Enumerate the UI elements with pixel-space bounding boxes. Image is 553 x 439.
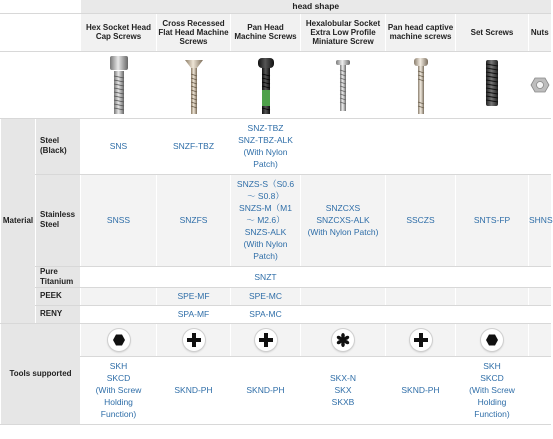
cell-stainless-hex-socket — [81, 174, 157, 266]
tool-codes-nuts — [529, 356, 551, 424]
row-label-peek: PEEK — [36, 287, 81, 305]
tool-codes-cross-flat: SKND-PH — [157, 356, 231, 424]
row-label-reny: RENY — [36, 305, 81, 323]
tool-cell — [231, 323, 301, 356]
tool-cell — [301, 323, 386, 356]
row-label-pure-titanium: Pure Titanium — [36, 266, 81, 287]
cell-titanium-hexalobular — [301, 266, 386, 287]
corner-blank — [1, 0, 81, 13]
hex-nut-icon — [529, 51, 551, 118]
hex-socket-cap-screw-icon — [81, 51, 157, 118]
col-header-cross-flat: Cross Recessed Flat Head Machine Screws — [157, 13, 231, 51]
cross-flat-head-screw-icon — [157, 51, 231, 118]
cell-stainless-pan-captive — [386, 174, 456, 266]
cell-reny-hexalobular — [301, 305, 386, 323]
corner-blank-3 — [1, 51, 81, 118]
cell-stainless-hexalobular — [301, 174, 386, 266]
cell-peek-cross-flat: SPE-MF — [157, 287, 231, 305]
cell-titanium-set-screws — [456, 266, 529, 287]
cell-stainless-cross-flat — [157, 174, 231, 266]
tool-codes-hex-socket — [81, 356, 157, 424]
cell-peek-set-screws — [456, 287, 529, 305]
cell-text: SNS — [109, 141, 128, 151]
cell-stainless-pan-head — [231, 174, 301, 266]
cell-text: SNZF-TBZ — [172, 141, 215, 151]
cell-steel-cross-flat — [157, 118, 231, 174]
hex-drive-icon — [108, 329, 130, 351]
cell-titanium-cross-flat — [157, 266, 231, 287]
row-label-stainless-steel: Stainless Steel — [36, 174, 81, 266]
cell-peek-pan-captive — [386, 287, 456, 305]
tool-codes-pan-head: SKND-PH — [231, 356, 301, 424]
cell-reny-pan-captive — [386, 305, 456, 323]
cross-drive-icon — [183, 329, 205, 351]
cell-titanium-pan-captive — [386, 266, 456, 287]
cell-steel-pan-captive — [386, 118, 456, 174]
cell-reny-hex-socket — [81, 305, 157, 323]
pan-head-captive-screw-icon — [386, 51, 456, 118]
head-shape-title: head shape — [81, 0, 551, 13]
hexalobular-low-profile-screw-icon — [301, 51, 386, 118]
cell-steel-set-screws — [456, 118, 529, 174]
cell-text: SKH SKCD (With Screw Holding Function) — [469, 361, 515, 419]
cell-stainless-nuts — [529, 174, 551, 266]
cell-text: SNSS — [106, 215, 131, 225]
hexalobular-drive-icon — [332, 329, 354, 351]
cell-reny-nuts — [529, 305, 551, 323]
cell-titanium-nuts — [529, 266, 551, 287]
tool-codes-set-screws — [456, 356, 529, 424]
cell-peek-pan-head: SPE-MC — [231, 287, 301, 305]
tool-codes-hexalobular — [301, 356, 386, 424]
cell-text: SNZFS — [179, 215, 208, 225]
tool-cell — [157, 323, 231, 356]
cell-steel-hexalobular — [301, 118, 386, 174]
cell-text: SNZS-S（S0.6 ～ S0.8） SNZS-M（M1 ～ M2.6） SNZS-ALK (With Nylon Patch) — [236, 179, 295, 261]
cell-peek-hex-socket — [81, 287, 157, 305]
corner-blank-2 — [1, 13, 81, 51]
tool-cell — [386, 323, 456, 356]
col-header-pan-captive: Pan head captive machine screws — [386, 13, 456, 51]
cell-titanium-pan-head: SNZT — [231, 266, 301, 287]
col-header-nuts: Nuts — [529, 13, 551, 51]
col-header-pan-head: Pan Head Machine Screws — [231, 13, 301, 51]
row-label-steel-black: Steel (Black) — [36, 118, 81, 174]
cross-drive-icon — [255, 329, 277, 351]
cell-text: SNZCXS SNZCXS-ALK (With Nylon Patch) — [307, 203, 379, 237]
col-header-hex-socket: Hex Socket Head Cap Screws — [81, 13, 157, 51]
cell-text: SKH SKCD (With Screw Holding Function) — [95, 361, 142, 419]
cell-reny-cross-flat: SPA-MF — [157, 305, 231, 323]
tool-cell — [81, 323, 157, 356]
cell-steel-pan-head — [231, 118, 301, 174]
cell-peek-hexalobular — [301, 287, 386, 305]
cell-titanium-hex-socket — [81, 266, 157, 287]
tool-cell-nuts — [529, 323, 551, 356]
tools-supported-label: Tools supported — [1, 323, 81, 424]
tool-cell — [456, 323, 529, 356]
cell-peek-nuts — [529, 287, 551, 305]
col-header-hexalobular: Hexalobular Socket Extra Low Profile Miniature Screw — [301, 13, 386, 51]
cell-stainless-set-screws — [456, 174, 529, 266]
cell-text: SNTS-FP — [473, 215, 511, 225]
cell-steel-nuts — [529, 118, 551, 174]
cross-drive-icon — [410, 329, 432, 351]
cell-steel-hex-socket — [81, 118, 157, 174]
cell-text: SNZ-TBZ SNZ-TBZ-ALK (With Nylon Patch) — [238, 123, 293, 169]
hex-drive-icon — [481, 329, 503, 351]
set-screw-icon — [456, 51, 529, 118]
cell-text: SHNS — [529, 215, 553, 225]
cell-reny-set-screws — [456, 305, 529, 323]
cell-reny-pan-head: SPA-MC — [231, 305, 301, 323]
tool-codes-pan-captive: SKND-PH — [386, 356, 456, 424]
material-label: Material — [1, 118, 36, 323]
pan-head-screw-black-icon — [231, 51, 301, 118]
cell-text: SKX-N SKX SKXB — [330, 373, 356, 407]
cell-text: SSCZS — [406, 215, 435, 225]
col-header-set-screws: Set Screws — [456, 13, 529, 51]
